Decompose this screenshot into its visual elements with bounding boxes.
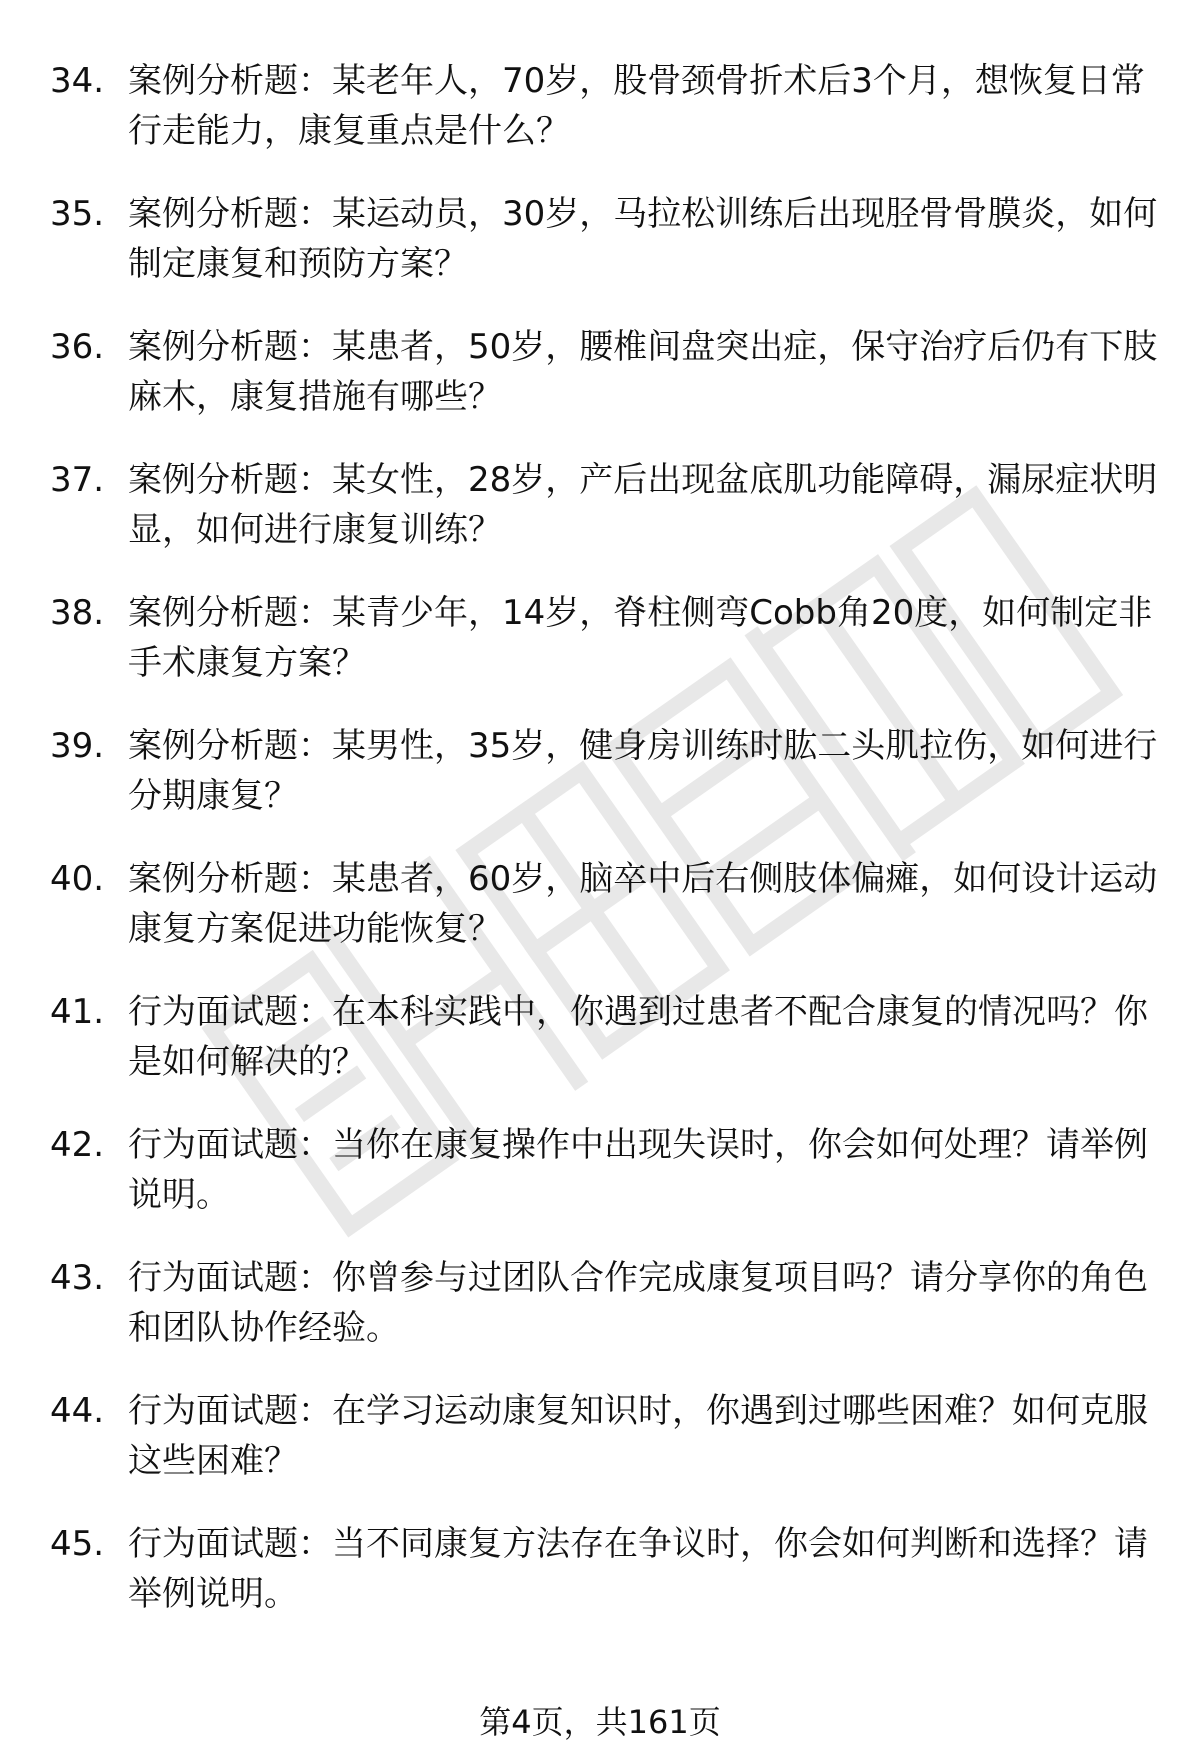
question-number: 44. [50,1391,105,1431]
question-item [50,455,1160,588]
question-text: 案例分析题：某女性，28岁，产后出现盆底肌功能障碍，漏尿症状明显，如何进行康复训练？ [128,460,1158,550]
question-text: 案例分析题：某患者，60岁，脑卒中后右侧肢体偏瘫，如何设计运动康复方案促进功能恢复？ [128,859,1158,949]
question-text: 案例分析题：某运动员，30岁，马拉松训练后出现胫骨骨膜炎，如何制定康复和预防方案？ [128,194,1158,284]
question-text: 行为面试题：在本科实践中，你遇到过患者不配合康复的情况吗？你是如何解决的？ [128,992,1148,1082]
question-item [50,588,1160,721]
question-text: 案例分析题：某男性，35岁，健身房训练时肱二头肌拉伤，如何进行分期康复？ [128,726,1158,816]
question-text: 行为面试题：当你在康复操作中出现失误时，你会如何处理？请举例说明。 [128,1125,1148,1215]
question-number: 37. [50,460,105,500]
question-number: 39. [50,726,105,766]
question-item [50,189,1160,322]
question-number: 42. [50,1125,105,1165]
question-number: 34. [50,61,105,101]
page-number-footer: 第4页，共161页 [479,1703,721,1741]
question-number: 40. [50,859,105,899]
question-text: 案例分析题：某青少年，14岁，脊柱侧弯Cobb角20度，如何制定非手术康复方案？ [128,593,1153,683]
question-item [50,1386,1160,1519]
question-number: 35. [50,194,105,234]
question-text: 行为面试题：你曾参与过团队合作完成康复项目吗？请分享你的角色和团队协作经验。 [128,1258,1148,1348]
question-item [50,1120,1160,1253]
question-item [50,1519,1160,1652]
question-item [50,721,1160,854]
question-list [50,56,1160,1652]
question-item [50,1253,1160,1386]
question-item [50,854,1160,987]
question-text: 案例分析题：某患者，50岁，腰椎间盘突出症，保守治疗后仍有下肢麻木，康复措施有哪些？ [128,327,1158,417]
question-text: 行为面试题：当不同康复方法存在争议时，你会如何判断和选择？请举例说明。 [128,1524,1148,1614]
question-text: 行为面试题：在学习运动康复知识时，你遇到过哪些困难？如何克服这些困难？ [128,1391,1148,1481]
question-number: 36. [50,327,105,367]
question-text: 案例分析题：某老年人，70岁，股骨颈骨折术后3个月，想恢复日常行走能力，康复重点是什么？ [128,61,1145,151]
question-number: 43. [50,1258,105,1298]
question-number: 45. [50,1524,105,1564]
question-item [50,987,1160,1120]
question-number: 38. [50,593,105,633]
question-item [50,322,1160,455]
question-item [50,56,1160,189]
question-number: 41. [50,992,105,1032]
